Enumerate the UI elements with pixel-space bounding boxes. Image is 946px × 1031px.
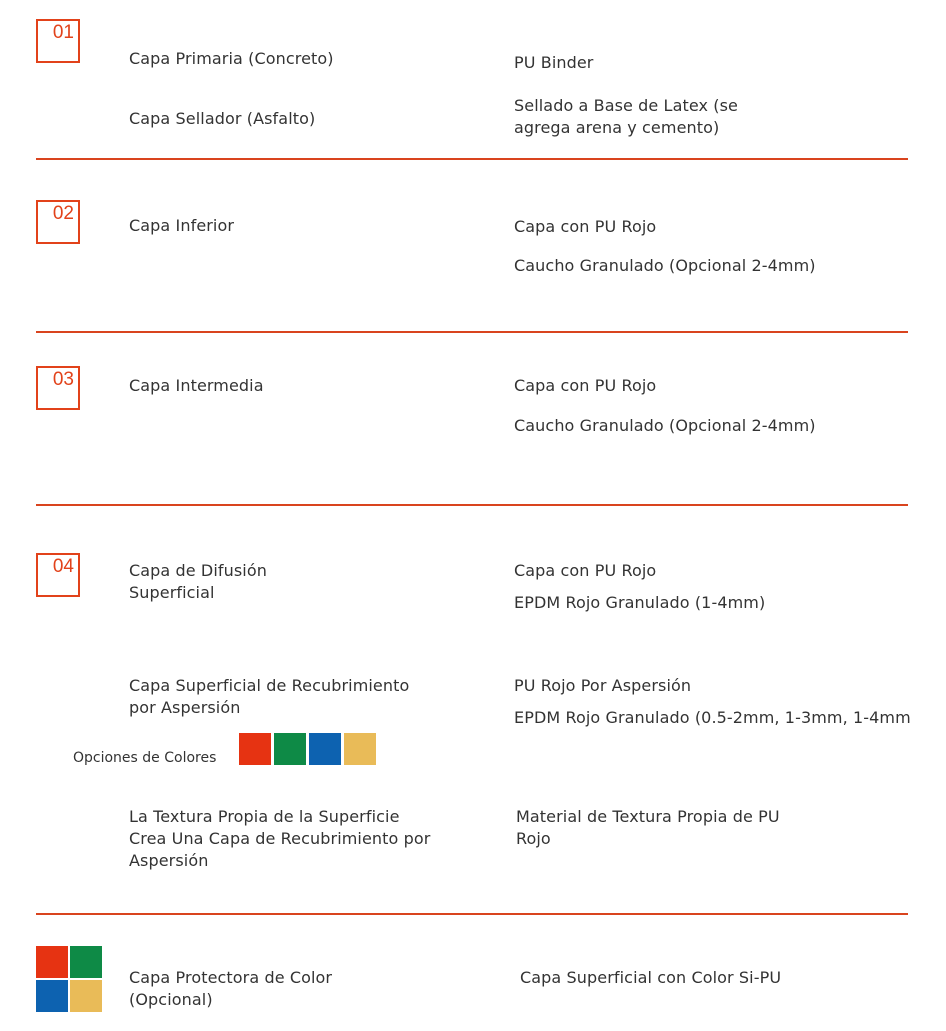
color-swatch-green[interactable] xyxy=(274,733,306,765)
color-swatch-yellow[interactable] xyxy=(344,733,376,765)
material-label: Capa con PU Rojo xyxy=(514,561,657,580)
layer-label: Capa Primaria (Concreto) xyxy=(129,49,334,68)
section-number-badge-01 xyxy=(36,19,80,63)
material-label: Capa con PU Rojo xyxy=(514,217,657,236)
section-number-04: 04 xyxy=(52,556,74,577)
layer-label: Capa Inferior xyxy=(129,216,235,235)
material-label: PU Rojo Por Aspersión xyxy=(514,676,692,695)
layer-label: La Textura Propia de la Superficie Crea Una Capa de Recubrimiento por Aspersión xyxy=(129,807,431,870)
section-number-01: 01 xyxy=(52,22,74,43)
material-label: Caucho Granulado (Opcional 2-4mm) xyxy=(514,416,816,435)
material-label: PU Binder xyxy=(514,53,594,72)
section-number-03: 03 xyxy=(52,369,74,390)
material-label: Capa con PU Rojo xyxy=(514,376,657,395)
section-number-badge-02 xyxy=(36,200,80,244)
layer-label: Capa de Difusión Superficial xyxy=(129,561,267,602)
layer-label: Capa Superficial de Recubrimiento por Aspersión xyxy=(129,676,410,717)
material-label: Sellado a Base de Latex (se agrega arena y cemento) xyxy=(514,96,738,137)
material-label: Caucho Granulado (Opcional 2-4mm) xyxy=(514,256,816,275)
section-divider xyxy=(36,504,908,506)
layer-label: Capa Sellador (Asfalto) xyxy=(129,109,316,128)
section-number-badge-03 xyxy=(36,366,80,410)
material-label: Capa Superficial con Color Si-PU xyxy=(520,968,782,987)
color-swatch-red[interactable] xyxy=(239,733,271,765)
section-number-badge-04 xyxy=(36,553,80,597)
color-swatch-blue[interactable] xyxy=(309,733,341,765)
section-divider xyxy=(36,913,908,915)
section-number-02: 02 xyxy=(52,203,74,224)
layer-label: Capa Intermedia xyxy=(129,376,264,395)
layer-label: Capa Protectora de Color (Opcional) xyxy=(129,968,333,1009)
material-label: EPDM Rojo Granulado (0.5-2mm, 1-3mm, 1-4mm xyxy=(514,708,911,727)
material-label: Material de Textura Propia de PU Rojo xyxy=(516,807,780,848)
color-options-label: Opciones de Colores xyxy=(73,750,217,766)
material-label: EPDM Rojo Granulado (1-4mm) xyxy=(514,593,766,612)
section-divider xyxy=(36,158,908,160)
section-divider xyxy=(36,331,908,333)
